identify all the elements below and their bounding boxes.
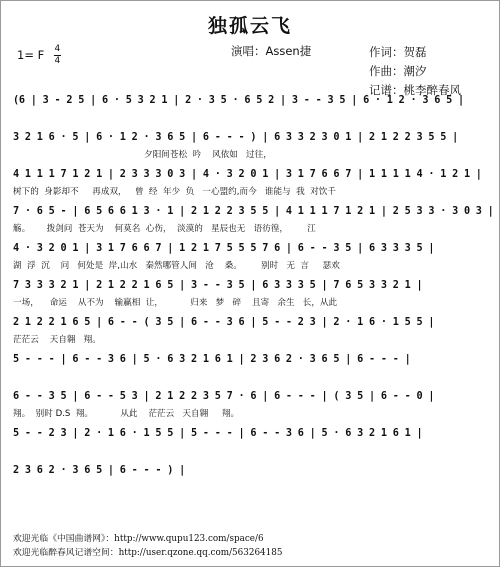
lyric-line: 夕阳间苍松 吟 风依如 过往， xyxy=(13,150,272,160)
score-system-2 xyxy=(13,128,493,165)
key-label: 1= F xyxy=(17,48,45,62)
note-line: 5 - - 2 3 | 2 · 1 6 · 1 5 5 | 5 - - - | 6 - - 3 6 | 5 · 6 3 2 1 6 1 | xyxy=(13,428,423,439)
score-system-3 xyxy=(13,165,493,202)
note-line: 2 1 2 2 1 6 5 | 6 - - ( 3 5 | 6 - - 3 6 | 5 - - 2 3 | 2 · 1 6 · 1 5 5 | xyxy=(13,317,435,328)
score-system-9 xyxy=(13,387,493,424)
song-title: 独孤云飞 xyxy=(207,15,292,37)
lyric-line: 一场， 命运 从不为 输赢相 让， 归来 梦 碎 且寄 余生 长，从此 xyxy=(13,298,338,308)
lyric-line: 翔。 别时 D.S 翔。 从此 茫茫云 天自翱 翔。 xyxy=(13,409,240,419)
lyricist-credit: 作词：贺磊 xyxy=(369,45,427,59)
key-signature xyxy=(17,45,61,66)
note-line: (6 | 3 - 2 5 | 6 · 5 3 2 1 | 2 · 3 5 · 6 5 2 | 3 - - 3 5 | 6 · 1 2 · 3 6 5 | xyxy=(13,95,464,106)
footer-link-qupu[interactable]: 欢迎光临《中国曲谱网》：http://www.qupu123.com/space/6 xyxy=(13,534,264,544)
time-signature xyxy=(54,45,61,66)
footer-link-qzone[interactable]: 欢迎光临醉春风记谱空间：http://user.qzone.qq.com/563264185 xyxy=(13,548,283,558)
notation-area xyxy=(13,91,493,498)
score-system-5 xyxy=(13,239,493,276)
note-line: 3 2 1 6 · 5 | 6 · 1 2 · 3 6 5 | 6 - - - ) | 6 3 3 2 3 0 1 | 2 1 2 2 3 5 5 | xyxy=(13,132,459,143)
note-line: 6 - - 3 5 | 6 - - 5 3 | 2 1 2 2 3 5 7 · 6 | 6 - - - | ( 3 5 | 6 - - 0 | xyxy=(13,391,435,402)
note-line: 7 · 6 5 - | 6 5 6 6 1 3 · 1 | 2 1 2 2 3 5 5 | 4 1 1 1 7 1 2 1 | 2 5 3 3 · 3 0 3 | xyxy=(13,206,494,217)
time-denominator: 4 xyxy=(54,56,61,66)
score-system-7 xyxy=(13,313,493,350)
lyric-line: 树下的 身影却不 再成双， 曾 经 年少 负 一心盟约,而今 谁能与 我 对饮千 xyxy=(13,187,336,197)
note-line: 7 3 3 3 2 1 | 2 1 2 2 1 6 5 | 3 - - 3 5 | 6 3 3 3 5 | 7 6 5 3 3 2 1 | xyxy=(13,280,423,291)
score-system-11 xyxy=(13,461,493,498)
score-system-1 xyxy=(13,91,493,128)
note-line: 2 3 6 2 · 3 6 5 | 6 - - - ) | xyxy=(13,465,186,476)
score-system-6 xyxy=(13,276,493,313)
note-line: 4 · 3 2 0 1 | 3 1 7 6 6 7 | 1 2 1 7 5 5 5 7 6 | 6 - - 3 5 | 6 3 3 3 5 | xyxy=(13,243,435,254)
lyric-line: 觞。 拨剑问 苍天为 何莫名 心伤， 淡漠的 星辰也无 语彷徨， 江 xyxy=(13,224,316,234)
singer-credit: 演唱：Assen捷 xyxy=(231,44,312,58)
composer-credit: 作曲：潮汐 xyxy=(369,64,427,78)
score-system-4 xyxy=(13,202,493,239)
note-line: 4 1 1 1 7 1 2 1 | 2 3 3 3 0 3 | 4 · 3 2 0 1 | 3 1 7 6 6 7 | 1 1 1 1 4 · 1 2 1 | xyxy=(13,169,482,180)
footer-links xyxy=(13,532,282,560)
lyric-line: 茫茫云 天自翱 翔。 xyxy=(13,335,101,345)
score-system-8 xyxy=(13,350,493,387)
lyric-line: 湖 浮 沉 问 何处是 岸,山水 秦然哪管人间 沧 桑。 别时 无 言 瑟欢 xyxy=(13,261,340,271)
note-line: 5 - - - | 6 - - 3 6 | 5 · 6 3 2 1 6 1 | 2 3 6 2 · 3 6 5 | 6 - - - | xyxy=(13,354,411,365)
transcriber-credit: 记谱：桃李醉春风 xyxy=(369,83,461,97)
score-system-10 xyxy=(13,424,493,461)
time-numerator: 4 xyxy=(54,44,61,54)
